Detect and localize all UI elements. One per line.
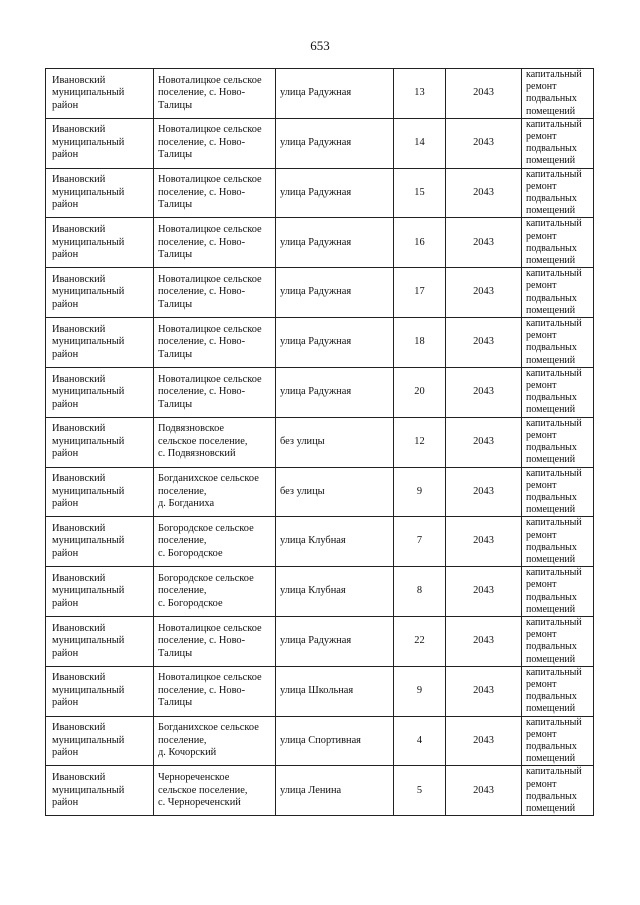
settlement-cell: Новоталицкое сельское поселение, с. Ново- Талицы <box>154 268 276 318</box>
district-cell: Ивановский муниципальный район <box>46 417 154 467</box>
district-cell: Ивановский муниципальный район <box>46 716 154 766</box>
work-type-cell: капитальный ремонт подвальных помещений <box>522 666 594 716</box>
housing-repair-table <box>45 68 594 816</box>
house-number-cell: 5 <box>394 766 446 816</box>
district-cell: Ивановский муниципальный район <box>46 766 154 816</box>
street-cell: улица Радужная <box>276 268 394 318</box>
settlement-cell: Новоталицкое сельское поселение, с. Ново- Талицы <box>154 616 276 666</box>
house-number-cell: 14 <box>394 118 446 168</box>
work-type-cell: капитальный ремонт подвальных помещений <box>522 716 594 766</box>
settlement-cell: Чернореченское сельское поселение, с. Чернореченский <box>154 766 276 816</box>
district-cell: Ивановский муниципальный район <box>46 616 154 666</box>
year-cell: 2043 <box>446 666 522 716</box>
year-cell: 2043 <box>446 616 522 666</box>
house-number-cell: 16 <box>394 218 446 268</box>
house-number-cell: 15 <box>394 168 446 218</box>
work-type-cell: капитальный ремонт подвальных помещений <box>522 567 594 617</box>
street-cell: улица Клубная <box>276 567 394 617</box>
district-cell: Ивановский муниципальный район <box>46 69 154 119</box>
settlement-cell: Новоталицкое сельское поселение, с. Ново- Талицы <box>154 367 276 417</box>
table-row <box>46 616 594 666</box>
table-row <box>46 567 594 617</box>
work-type-cell: капитальный ремонт подвальных помещений <box>522 218 594 268</box>
year-cell: 2043 <box>446 367 522 417</box>
settlement-cell: Богданихское сельское поселение, д. Кочорский <box>154 716 276 766</box>
street-cell: улица Ленина <box>276 766 394 816</box>
house-number-cell: 9 <box>394 467 446 517</box>
street-cell: улица Радужная <box>276 367 394 417</box>
year-cell: 2043 <box>446 517 522 567</box>
street-cell: улица Радужная <box>276 218 394 268</box>
house-number-cell: 20 <box>394 367 446 417</box>
street-cell: улица Радужная <box>276 118 394 168</box>
district-cell: Ивановский муниципальный район <box>46 118 154 168</box>
district-cell: Ивановский муниципальный район <box>46 268 154 318</box>
page-number: 653 <box>310 38 330 53</box>
street-cell: улица Школьная <box>276 666 394 716</box>
house-number-cell: 4 <box>394 716 446 766</box>
house-number-cell: 22 <box>394 616 446 666</box>
table-row <box>46 666 594 716</box>
work-type-cell: капитальный ремонт подвальных помещений <box>522 318 594 368</box>
year-cell: 2043 <box>446 318 522 368</box>
table-row <box>46 517 594 567</box>
district-cell: Ивановский муниципальный район <box>46 666 154 716</box>
table-body <box>46 69 594 816</box>
house-number-cell: 13 <box>394 69 446 119</box>
settlement-cell: Новоталицкое сельское поселение, с. Ново- Талицы <box>154 318 276 368</box>
table-row <box>46 367 594 417</box>
street-cell: улица Клубная <box>276 517 394 567</box>
table-row <box>46 417 594 467</box>
district-cell: Ивановский муниципальный район <box>46 567 154 617</box>
year-cell: 2043 <box>446 716 522 766</box>
district-cell: Ивановский муниципальный район <box>46 168 154 218</box>
street-cell: улица Радужная <box>276 318 394 368</box>
street-cell: улица Радужная <box>276 616 394 666</box>
year-cell: 2043 <box>446 417 522 467</box>
district-cell: Ивановский муниципальный район <box>46 517 154 567</box>
table-row <box>46 69 594 119</box>
work-type-cell: капитальный ремонт подвальных помещений <box>522 69 594 119</box>
house-number-cell: 17 <box>394 268 446 318</box>
district-cell: Ивановский муниципальный район <box>46 218 154 268</box>
work-type-cell: капитальный ремонт подвальных помещений <box>522 268 594 318</box>
year-cell: 2043 <box>446 218 522 268</box>
settlement-cell: Новоталицкое сельское поселение, с. Ново- Талицы <box>154 218 276 268</box>
table-row <box>46 218 594 268</box>
house-number-cell: 18 <box>394 318 446 368</box>
settlement-cell: Подвязновское сельское поселение, с. Подвязновский <box>154 417 276 467</box>
year-cell: 2043 <box>446 766 522 816</box>
work-type-cell: капитальный ремонт подвальных помещений <box>522 616 594 666</box>
year-cell: 2043 <box>446 69 522 119</box>
year-cell: 2043 <box>446 567 522 617</box>
street-cell: без улицы <box>276 417 394 467</box>
work-type-cell: капитальный ремонт подвальных помещений <box>522 367 594 417</box>
district-cell: Ивановский муниципальный район <box>46 467 154 517</box>
settlement-cell: Новоталицкое сельское поселение, с. Ново- Талицы <box>154 69 276 119</box>
street-cell: улица Радужная <box>276 69 394 119</box>
table-row <box>46 716 594 766</box>
house-number-cell: 7 <box>394 517 446 567</box>
work-type-cell: капитальный ремонт подвальных помещений <box>522 118 594 168</box>
table-row <box>46 268 594 318</box>
year-cell: 2043 <box>446 467 522 517</box>
work-type-cell: капитальный ремонт подвальных помещений <box>522 517 594 567</box>
street-cell: без улицы <box>276 467 394 517</box>
house-number-cell: 8 <box>394 567 446 617</box>
table-row <box>46 168 594 218</box>
work-type-cell: капитальный ремонт подвальных помещений <box>522 168 594 218</box>
table-row <box>46 118 594 168</box>
settlement-cell: Богородское сельское поселение, с. Богородское <box>154 517 276 567</box>
table-row <box>46 318 594 368</box>
settlement-cell: Новоталицкое сельское поселение, с. Ново- Талицы <box>154 168 276 218</box>
year-cell: 2043 <box>446 168 522 218</box>
table-row <box>46 766 594 816</box>
house-number-cell: 9 <box>394 666 446 716</box>
settlement-cell: Новоталицкое сельское поселение, с. Ново- Талицы <box>154 118 276 168</box>
settlement-cell: Богородское сельское поселение, с. Богородское <box>154 567 276 617</box>
district-cell: Ивановский муниципальный район <box>46 318 154 368</box>
work-type-cell: капитальный ремонт подвальных помещений <box>522 766 594 816</box>
table-row <box>46 467 594 517</box>
year-cell: 2043 <box>446 118 522 168</box>
work-type-cell: капитальный ремонт подвальных помещений <box>522 417 594 467</box>
district-cell: Ивановский муниципальный район <box>46 367 154 417</box>
house-number-cell: 12 <box>394 417 446 467</box>
street-cell: улица Спортивная <box>276 716 394 766</box>
settlement-cell: Новоталицкое сельское поселение, с. Ново- Талицы <box>154 666 276 716</box>
street-cell: улица Радужная <box>276 168 394 218</box>
year-cell: 2043 <box>446 268 522 318</box>
work-type-cell: капитальный ремонт подвальных помещений <box>522 467 594 517</box>
settlement-cell: Богданихское сельское поселение, д. Богданиха <box>154 467 276 517</box>
